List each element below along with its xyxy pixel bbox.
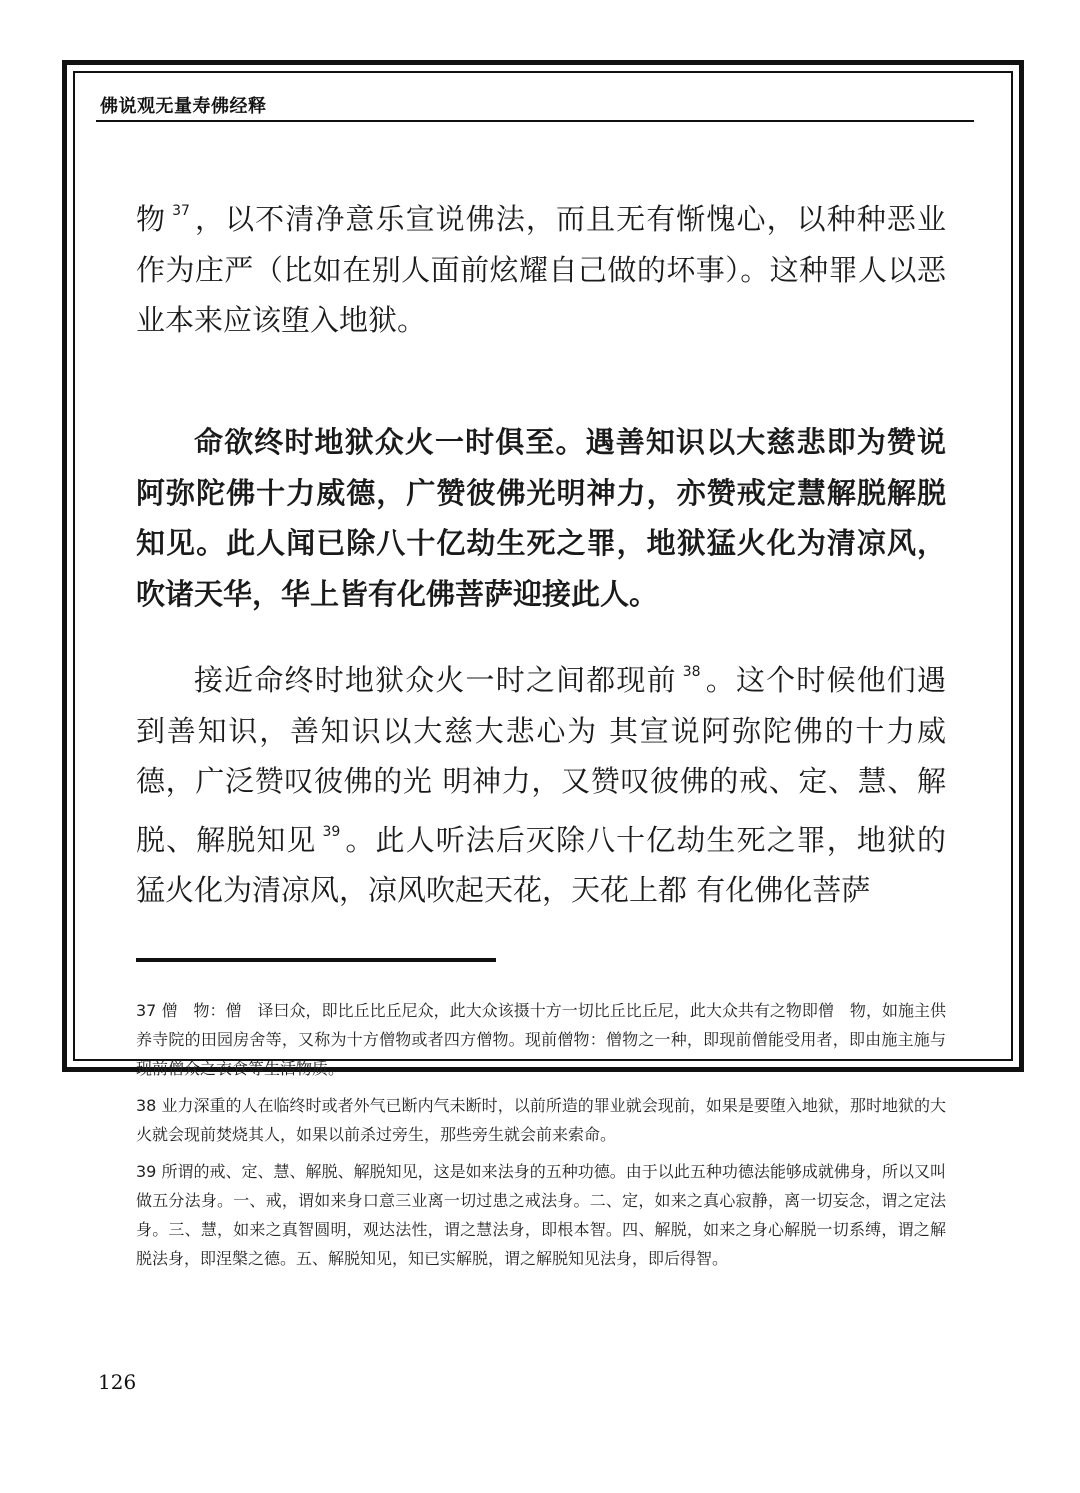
footnote-38: 38 业力深重的人在临终时或者外气已断内气未断时，以前所造的罪业就会现前，如果是要堕入地狱，那时地狱的大火就会现前焚烧其人，如果以前杀过旁生，那些旁生就会前来索命。 [136, 1096, 946, 1144]
running-header: 佛说观无量寿佛经释 [100, 96, 267, 117]
footnote-separator [136, 958, 496, 962]
text-segment: 。此人听法后灭除八十亿劫生死之罪，地狱的猛火化为清凉风，凉风吹起天花，天花上都 有化佛化菩萨 [136, 822, 946, 907]
text-segment: ，以不清净意乐宣说佛法，而且无有惭愧心，以种种恶业作为庄严（比如在别人面前炫耀自己做的坏事）。这种罪人以恶业本来应该堕入地狱。 [136, 202, 946, 337]
footnote-ref-38[interactable]: 38 [682, 664, 701, 680]
paragraph-sutra-text: 命欲终时地狱众火一时俱至。遇善知识以大慈悲即为赞说阿弥陀佛十力威德，广赞彼佛光明神力，亦赞戒定慧解脱解脱知见。此人闻已除八十亿劫生死之罪，地狱猛火化为清凉风，吹诸天华，华上皆有化佛菩萨迎接此人。 [136, 425, 946, 611]
header-rule [96, 120, 974, 122]
paragraph-commentary-1 [136, 186, 946, 346]
footnotes [136, 996, 946, 1281]
text-segment: 接近命终时地狱众火一时之间都现前 [194, 663, 677, 697]
footnote-ref-39[interactable]: 39 [322, 823, 341, 840]
footnote-37: 37 僧 物：僧 译曰众，即比丘比丘尼众，此大众该摄十方一切比丘比丘尼，此大众共有之物即僧 物，如施主供养寺院的田园房舍等，又称为十方僧物或者四方僧物。现前僧物：僧物之一种，即现前僧能受用者，即由施主施与现前僧众之衣食等生活物质。 [136, 1001, 946, 1078]
text-segment: 物 [136, 202, 167, 236]
footnote-39: 39 所谓的戒、定、慧、解脱、解脱知见，这是如来法身的五种功德。由于以此五种功德法能够成就佛身，所以又叫做五分法身。一、戒，谓如来身口意三业离一切过患之戒法身。二、定，如来之真心寂静，离一切妄念，谓之定法身。三、慧，如来之真智圆明，观达法性，谓之慧法身，即根本智。四、解脱，如来之身心解脱一切系缚，谓之解脱法身，即涅槃之德。五、解脱知见，知已实解脱，谓之解脱知见法身，即后得智。 [136, 1162, 946, 1268]
text-segment: 。这个时候他们遇到善知识，善知识以大慈大悲心为 其宣说阿弥陀佛的十力威德，广泛赞叹彼佛的光 明神力，又赞叹彼佛的戒、定、慧、解脱、解脱知见 [136, 663, 946, 857]
paragraph-commentary-2 [136, 647, 946, 916]
footnote-ref-37[interactable]: 37 [172, 203, 190, 219]
page-number: 126 [98, 1370, 137, 1394]
